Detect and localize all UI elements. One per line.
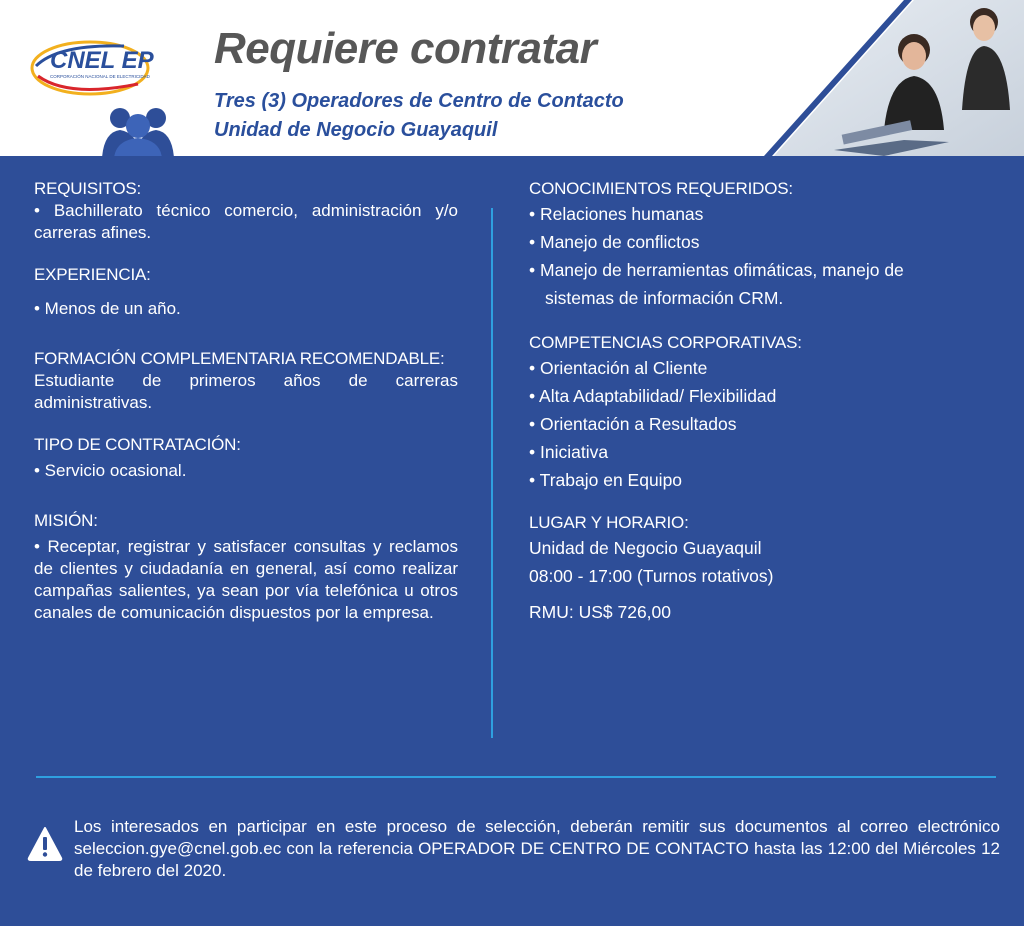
list-item: • Manejo de herramientas ofimáticas, manejo de [529,260,904,280]
experiencia-heading: EXPERIENCIA: [34,265,151,284]
requisitos-heading: REQUISITOS: [34,179,142,198]
rmu-salary: RMU: US$ 726,00 [529,602,672,622]
conocimientos-heading: CONOCIMIENTOS REQUERIDOS: [529,179,793,198]
tipo-contratacion-item: • Servicio ocasional. [34,461,187,480]
logo-text: CNEL EP [50,47,154,74]
list-item: • Manejo de conflictos [529,232,700,252]
office-workers-photo [734,0,1024,156]
column-divider [491,208,493,738]
requisitos-item: • Bachillerato técnico comercio, administración y/o carreras afines. [34,201,458,242]
list-item: • Relaciones humanas [529,204,704,224]
formacion-heading: FORMACIÓN COMPLEMENTARIA RECOMENDABLE: [34,349,445,368]
left-column [34,178,458,624]
list-item: sistemas de información CRM. [545,288,784,308]
experiencia-item: • Menos de un año. [34,299,181,318]
warning-icon [27,826,63,862]
mision-heading: MISIÓN: [34,511,98,530]
list-item: • Orientación al Cliente [529,358,708,378]
footer-divider [36,776,996,778]
application-notice: Los interesados en participar en este proceso de selección, deberán remitir sus documentos al correo electrónico seleccion.gye@cnel.gob.ec con la referencia OPERADOR DE CENTRO DE CONTACTO hasta las 12:00 del Miércoles 12 de febrero del 2020. [74,817,1000,880]
header [0,0,1024,156]
position-subtitle: Tres (3) Operadores de Centro de Contacto [214,90,624,112]
cnel-logo [28,36,188,100]
tipo-contratacion-heading: TIPO DE CONTRATACIÓN: [34,435,241,454]
right-column [529,178,949,626]
business-unit-subtitle: Unidad de Negocio Guayaquil [214,119,498,141]
logo-subtext: CORPORACIÓN NACIONAL DE ELECTRICIDAD [50,74,150,79]
competencias-heading: COMPETENCIAS CORPORATIVAS: [529,333,802,352]
mision-item: • Receptar, registrar y satisfacer consultas y reclamos de clientes y ciudadanía en general, así como realizar campañas salientes, ya sean por vía telefónica u otros canales de comunicación dispuestos por la empresa. [34,537,458,622]
lugar-line: Unidad de Negocio Guayaquil [529,538,762,558]
list-item: • Orientación a Resultados [529,414,737,434]
people-icon [92,100,184,156]
details-panel [0,156,1024,926]
list-item: • Trabajo en Equipo [529,470,683,490]
list-item: • Alta Adaptabilidad/ Flexibilidad [529,386,777,406]
horario-line: 08:00 - 17:00 (Turnos rotativos) [529,566,774,586]
lugar-horario-heading: LUGAR Y HORARIO: [529,513,689,532]
page-title: Requiere contratar [214,24,597,73]
list-item: • Iniciativa [529,442,609,462]
formacion-text: Estudiante de primeros años de carreras administrativas. [34,371,458,412]
